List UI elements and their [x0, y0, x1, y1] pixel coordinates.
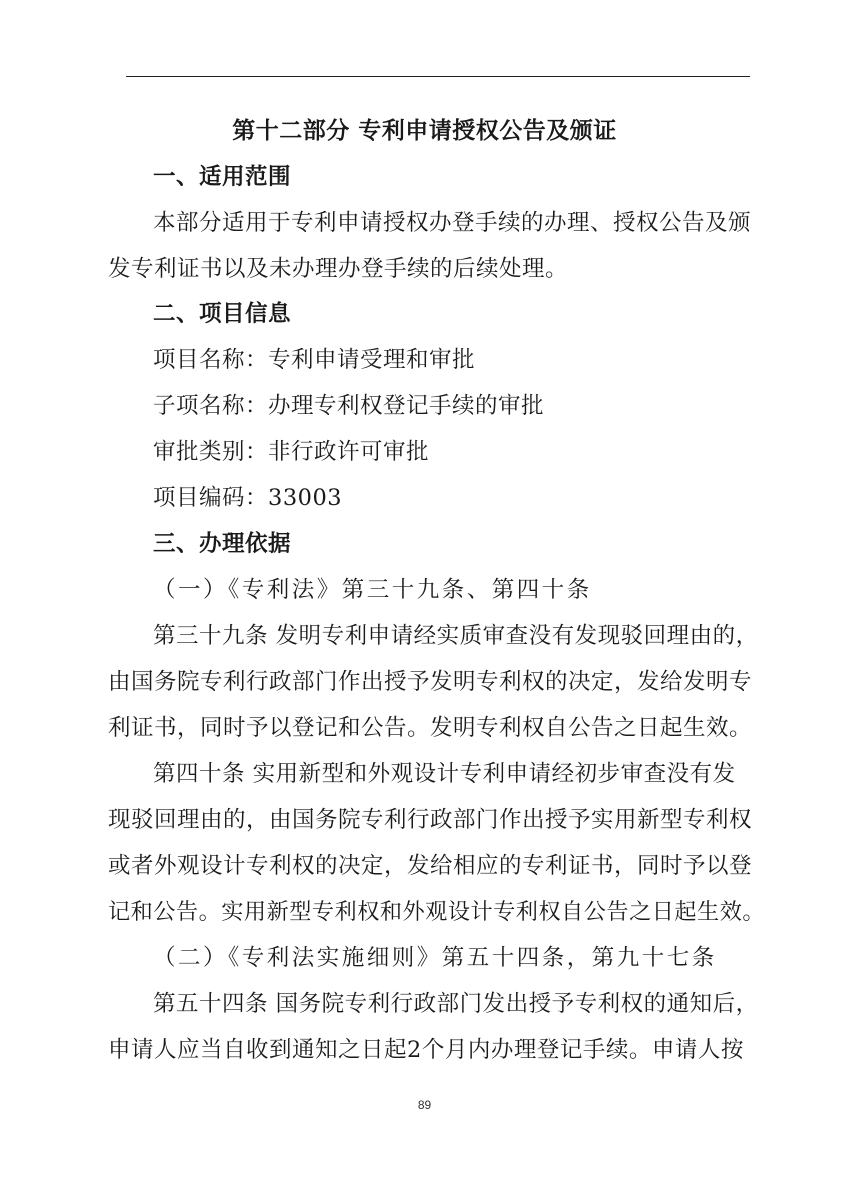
- project-name: 项目名称：专利申请受理和审批: [153, 347, 476, 373]
- section-heading-basis: 三、办理依据: [153, 531, 292, 557]
- page-number: 89: [417, 1098, 432, 1112]
- article-line: 申请人应当自收到通知之日起2个月内办理登记手续。申请人按: [108, 1037, 744, 1063]
- project-code: 项目编码：33003: [153, 485, 343, 511]
- paragraph-line: 本部分适用于专利申请授权办登手续的办理、授权公告及颁: [153, 210, 752, 236]
- article-line: 记和公告。实用新型专利权和外观设计专利权自公告之日起生效。: [108, 899, 766, 925]
- header-rule: [126, 76, 750, 77]
- subitem-name: 子项名称：办理专利权登记手续的审批: [153, 393, 545, 419]
- article-line: 第四十条 实用新型和外观设计专利申请经初步审查没有发: [153, 761, 736, 787]
- paragraph-line: 发专利证书以及未办理办登手续的后续处理。: [108, 256, 569, 282]
- page-title: 第十二部分 专利申请授权公告及颁证: [232, 118, 617, 144]
- article-line: 或者外观设计专利权的决定，发给相应的专利证书，同时予以登: [108, 853, 753, 879]
- article-line: 由国务院专利行政部门作出授予发明专利权的决定，发给发明专: [108, 669, 753, 695]
- article-line: 利证书，同时予以登记和公告。发明专利权自公告之日起生效。: [108, 715, 753, 741]
- article-line: 现驳回理由的，由国务院专利行政部门作出授予实用新型专利权: [108, 807, 753, 833]
- article-line: 第五十四条 国务院专利行政部门发出授予专利权的通知后，: [153, 991, 759, 1017]
- article-line: 第三十九条 发明专利申请经实质审查没有发现驳回理由的，: [153, 623, 759, 649]
- section-heading-scope: 一、适用范围: [153, 164, 292, 190]
- subheading-implementing-rules: （二）《专利法实施细则》第五十四条，第九十七条: [153, 945, 717, 971]
- subheading-patent-law: （一）《专利法》第三十九条、第四十条: [153, 577, 592, 603]
- approval-category: 审批类别：非行政许可审批: [153, 439, 430, 465]
- section-heading-project-info: 二、项目信息: [153, 301, 292, 327]
